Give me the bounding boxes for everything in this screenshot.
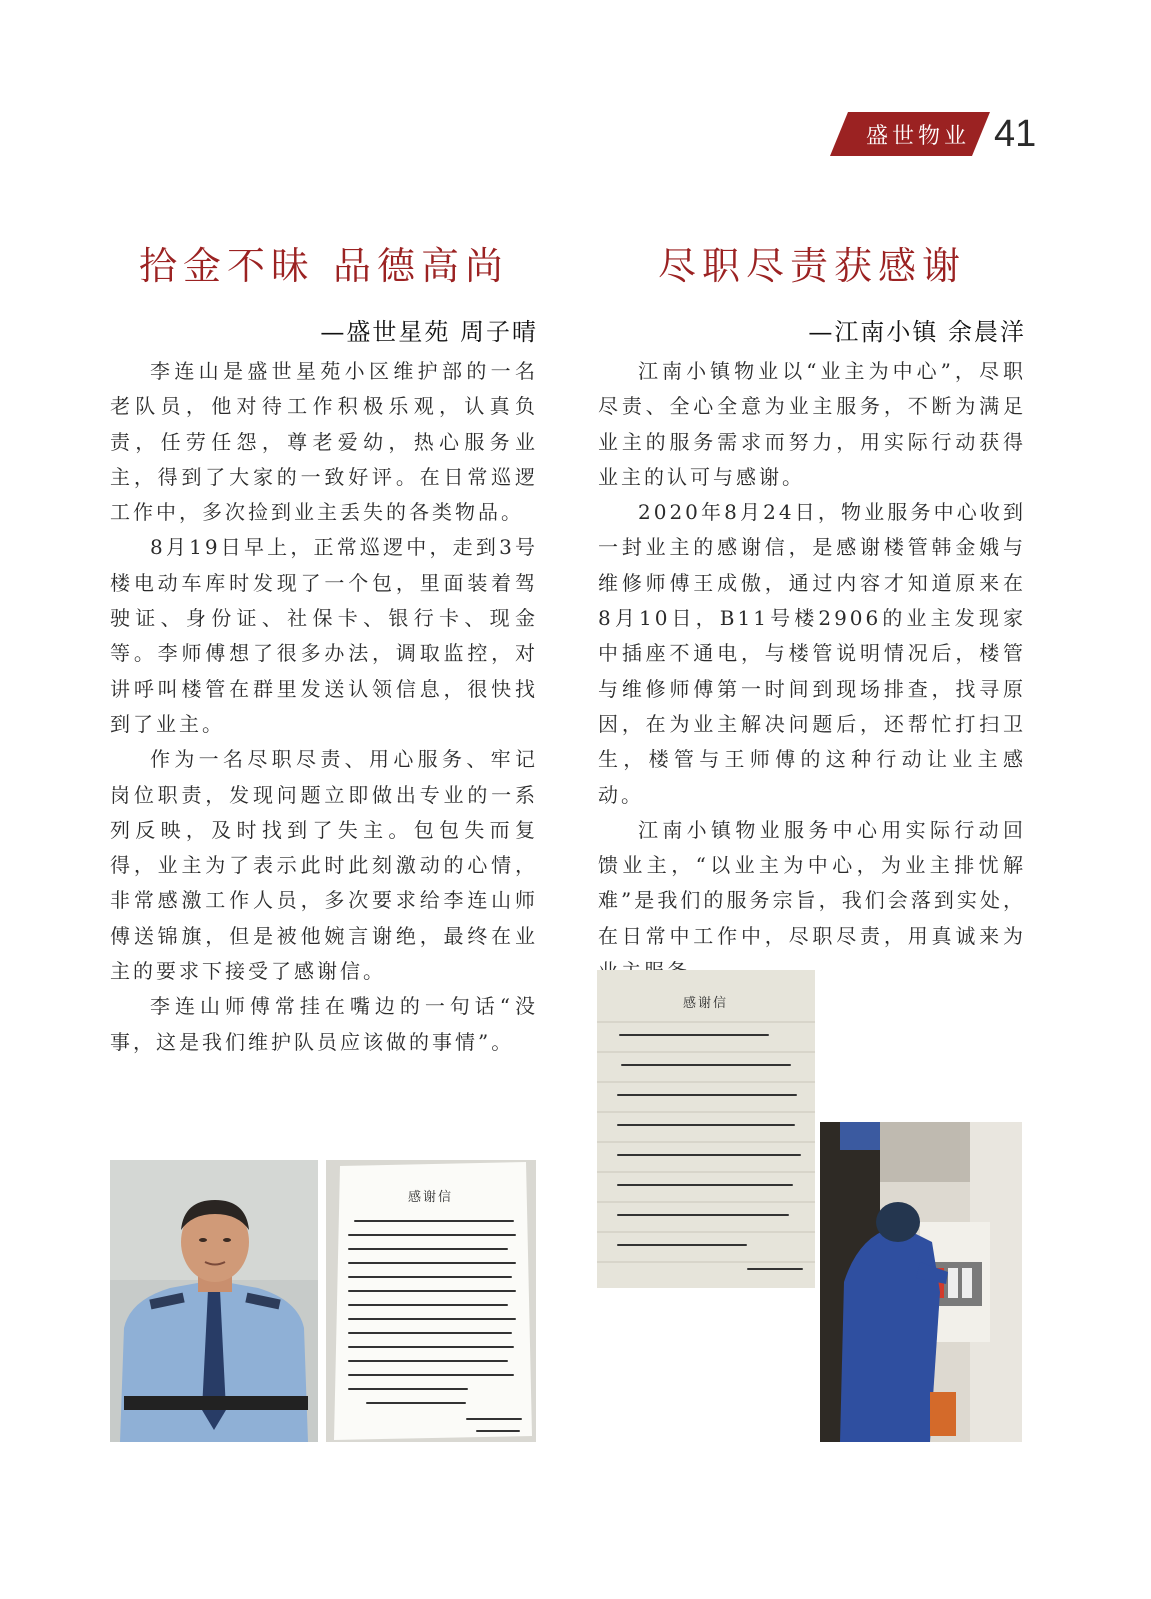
left-paragraph-4: 李连山师傅常挂在嘴边的一句话“没事，这是我们维护队员应该做的事情”。 <box>110 994 538 1054</box>
right-article <box>598 240 1026 989</box>
page-number: 41 <box>994 113 1037 155</box>
left-paragraph-2: 8月19日早上，正常巡逻中，走到3号楼电动车库时发现了一个包，里面装着驾驶证、身份证、社保卡、银行卡、现金等。李师傅想了很多办法，调取监控，对讲呼叫楼管在群里发送认领信息，很快找到了业主。 <box>110 535 538 736</box>
left-paragraph-1: 李连山是盛世星苑小区维护部的一名老队员，他对待工作积极乐观，认真负责，任劳任怨，尊老爱幼，热心服务业主，得到了大家的一致好评。在日常巡逻工作中，多次捡到业主丢失的各类物品。 <box>110 359 538 525</box>
right-article-title: 尽职尽责获感谢 <box>657 244 966 288</box>
left-paragraph-3: 作为一名尽职尽责、用心服务、牢记岗位职责，发现问题立即做出专业的一系列反映，及时找到了失主。包包失而复得，业主为了表示此时此刻激动的心情，非常感激工作人员，多次要求给李连山师傅送锦旗，但是被他婉言谢绝，最终在业主的要求下接受了感谢信。 <box>110 747 538 984</box>
left-article-title: 拾金不昧 品德高尚 <box>138 244 510 288</box>
left-article-byline: —盛世星苑 周子晴 <box>320 318 538 346</box>
section-tag <box>830 112 990 156</box>
left-letter-title: 感谢信 <box>408 1190 454 1205</box>
right-article-byline: —江南小镇 余晨洋 <box>808 318 1026 346</box>
thank-you-letter-photo-left <box>326 1160 536 1442</box>
repair-worker-photo <box>820 1122 1022 1442</box>
left-article <box>110 240 538 1060</box>
thank-you-letter-photo-right <box>597 970 815 1288</box>
section-label: 盛世物业 <box>865 124 970 149</box>
right-paragraph-1: 江南小镇物业以“业主为中心”，尽职尽责、全心全意为业主服务，不断为满足业主的服务需求而努力，用实际行动获得业主的认可与感谢。 <box>598 359 1026 489</box>
right-letter-title: 感谢信 <box>683 996 729 1011</box>
right-paragraph-3: 江南小镇物业服务中心用实际行动回馈业主，“以业主为中心，为业主排忧解难”是我们的服务宗旨，我们会落到实处，在日常中工作中，尽职尽责，用真诚来为 <box>598 817 1026 948</box>
right-paragraph-2: 2020年8月24日，物业服务中心收到一封业主的感谢信，是感谢楼管韩金娥与维修师傅王成傲，通过内容才知道原来在8月10日，B11号楼2906的业主发现家中插座不通电，与楼管说明情况后，楼管与维修师傅第一时间到现场排查，找寻原因，在为业主解决问题后，还帮忙打扫卫生，楼管与王师傅的这种行动让业主感动。 <box>598 500 1026 807</box>
security-guard-photo <box>110 1160 318 1442</box>
